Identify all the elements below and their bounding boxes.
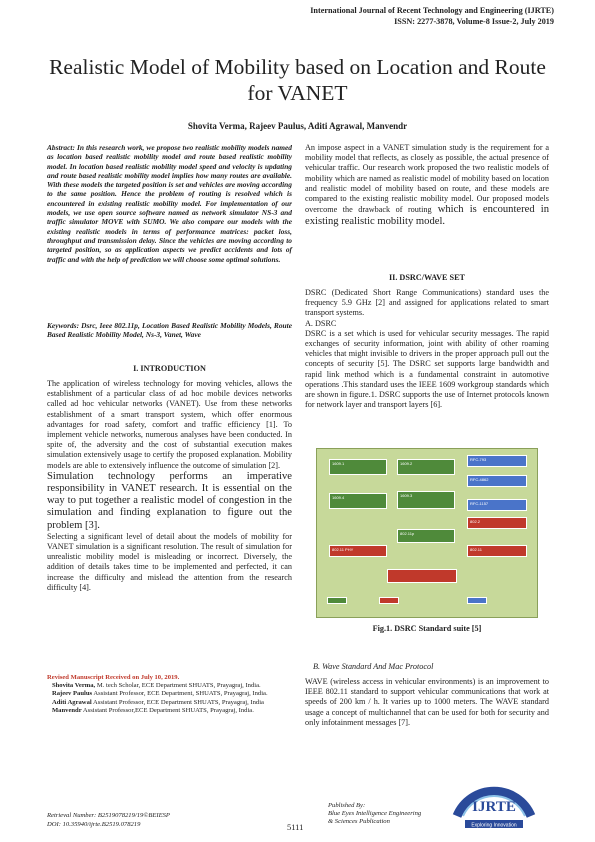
intro-paragraph-2: Simulation technology performs an imperative responsibility in VANET research. It is essential on the way to put together a realistic model of congestion in the simulation and finding explanation to figure out the problem [3].	[47, 470, 292, 531]
affiliation-name: Shovita Verma,	[51, 682, 96, 690]
author-list: Shovita Verma, Rajeev Paulus, Aditi Agrawal, Manvendr	[187, 121, 408, 131]
footer-left	[47, 812, 170, 829]
published-by: Published By:	[328, 802, 366, 809]
legend-swatch	[467, 597, 487, 604]
affiliation-text: Assistant Professor, ECE Department SHUATS, Prayagraj, India	[91, 698, 264, 706]
intro-heading: I. INTRODUCTION	[133, 364, 206, 373]
figure-box-bottom	[387, 569, 457, 583]
affiliation-name: Rajeev Paulus	[51, 690, 93, 698]
dsrc-body	[305, 288, 549, 410]
paper-title: Realistic Model of Mobility based on Location and Route for VANET	[49, 55, 546, 105]
figure-box: 802.11p	[397, 529, 455, 543]
intro-body	[47, 379, 292, 593]
legend-swatch	[379, 597, 399, 604]
figure-box: RFC-4862	[467, 475, 527, 487]
right-paragraph-b: which is encountered in existing realistic mobility model.	[305, 204, 549, 228]
journal-issn: ISSN: 2277-3878, Volume-8 Issue-2, July 2019	[394, 16, 554, 26]
right-column-intro	[305, 143, 549, 229]
dsrc-subheading: A. DSRC	[305, 318, 337, 328]
revised-note: Revised Manuscript Received on July 10, 2019.	[47, 674, 180, 681]
publisher-line-1: Blue Eyes Intelligence Engineering	[328, 810, 422, 817]
affiliation-text: Assistant Professor,ECE Department SHUATS, Prayagraj, India.	[81, 706, 254, 714]
affiliation-text: M. tech Scholar, ECE Department SHUATS, Prayagraj, India.	[95, 682, 261, 690]
figure-caption: Fig.1. DSRC Standard suite [5]	[372, 624, 482, 633]
intro-paragraph-3: Selecting a significant level of detail about the models of mobility for VANET simulation is a significant resolution. The result of simulation for unrealistic mobility model is misleading or incorrect. Diversely, the addition of details takes time to be implemented and perfected, it can increase the difficulty and mislead the attention from the research difficulty [4].	[47, 531, 292, 592]
figure-box: 1609.4	[329, 493, 387, 509]
affiliation-item	[47, 699, 292, 707]
figure-box: 1609.1	[329, 459, 387, 475]
affiliations	[47, 674, 292, 715]
dsrc-paragraph-2: DSRC is a set which is used for vehicular security messages. The rapid exchanges of security information, joint with ability of other roaming vehicles that might invisible to drivers in the proper approach pull out the concepts of security [5]. The DSRC set supports large bandwidth and rapid link method which is a fundamental constraint in automotive operations .This standard uses the IEEE 1609 workgroup standards which are shown in figure.1. DSRC supports the use of Internet protocols known for network layer and transport layers [6].	[305, 328, 549, 410]
dsrc-heading: II. DSRC/WAVE SET	[388, 273, 466, 282]
figure-box: 1609.2	[397, 459, 455, 475]
affiliation-name: Aditi Agrawal	[51, 698, 92, 706]
figure-box: 1609.3	[397, 491, 455, 509]
publisher-line-2: & Sciences Publication	[328, 818, 390, 825]
figure-box: RFC-1157	[467, 499, 527, 511]
intro-paragraph-1: The application of wireless technology for moving vehicles, allows the establishment of a particular class of ad hoc mobile devices networks called ad hoc vehicular networks (VANET). Use from these networks establishment of a smart transport system, which offer enormous advantages for road safety, comfort and traffic efficiency [1]. To implement vehicle networks, numerous analyses have been conducted. In spite of, the adversity and the cost of substantial execution makes simulation extensively usage to certify the proposed explanation. Mobility models are able to extensively influence the outcome of simulation [2].	[47, 379, 292, 470]
affiliation-item	[47, 707, 292, 715]
retrieval-number: Retrieval Number: B2519078219/19©BEIESP	[47, 812, 170, 819]
figure-box: RFC-793	[467, 455, 527, 467]
right-paragraph-a: An impose aspect in a VANET simulation study is the requirement for a mobility model that reflects, as closely as possible, the actual presence of vehicular traffic. Our research work proposed the two realistic models of mobility which are named as realistic model of mobility based on location and realistic model of mobility based on route, and these models are compared to the existing realistic mobility model. Our proposed models overcome the drawback of routing	[305, 143, 549, 215]
affiliation-item	[47, 690, 292, 698]
affiliation-item	[47, 682, 292, 690]
figure-box: 802.2	[467, 517, 527, 529]
journal-header	[310, 6, 554, 27]
wave-heading: B. Wave Standard And Mac Protocol	[313, 662, 434, 671]
affiliation-text: Assistant Professor, ECE Department, SHUATS, Prayagraj, India.	[92, 690, 268, 698]
figure-box: 802.11	[467, 545, 527, 557]
page-number: 5111	[287, 822, 304, 832]
legend-swatch	[327, 597, 347, 604]
wave-paragraph: WAVE (wireless access in vehicular environments) is an improvement to IEEE 802.11 standard to support vehicular communications that work at speeds of 200 km / h. It varies up to 1000 meters. The WAVE standard usage a concept of multichannel that can be used for both for security and only infotainment messages [7].	[305, 677, 549, 727]
keywords: Keywords: Dsrc, Ieee 802.11p, Location Based Realistic Mobility Models, Route Based Realistic Mobility Model, Ns-3, Vanet, Wave	[47, 321, 292, 340]
figure-box: 802.11 PHY	[329, 545, 387, 557]
ijrte-logo-icon	[449, 758, 539, 834]
logo-tagline: Exploring Innovation	[471, 822, 517, 829]
abstract: Abstract: In this research work, we propose two realistic mobility models named as location based realistic mobility model and route based realistic mobility model. In location based realistic mobility model speed and velocity is updating and route based realistic mobility model implies how many routes are available. With these models the targeted position is set and vehicles are moving according to the same position. Hence the problem of routing is resolved which is encountered in existing realistic mobility model. For implementation of our models, we use open source software named as network simulator NS-3 and traffic simulator MOVE with SUMO. We also compare our models with the existing realistic models in terms of performance matrices: packet loss, throughput and transmission delay. Since the vehicles are moving according to targeted position, so as application aspects we predict accidents and lots of traffic and with the help of prediction we will choose some optimal solutions.	[47, 143, 292, 264]
dsrc-figure	[316, 448, 538, 618]
affiliation-name: Manvendr	[51, 706, 82, 714]
doi: DOI: 10.35940/ijrte.B2519.078219	[47, 820, 141, 828]
logo-text: IJRTE	[472, 799, 516, 815]
publisher-block	[328, 802, 421, 826]
journal-name: International Journal of Recent Technology and Engineering (IJRTE)	[310, 6, 554, 15]
dsrc-paragraph-1: DSRC (Dedicated Short Range Communications) standard uses the frequency 5.9 GHz [2] and assigned for applications related to smart transport systems.	[305, 288, 549, 318]
